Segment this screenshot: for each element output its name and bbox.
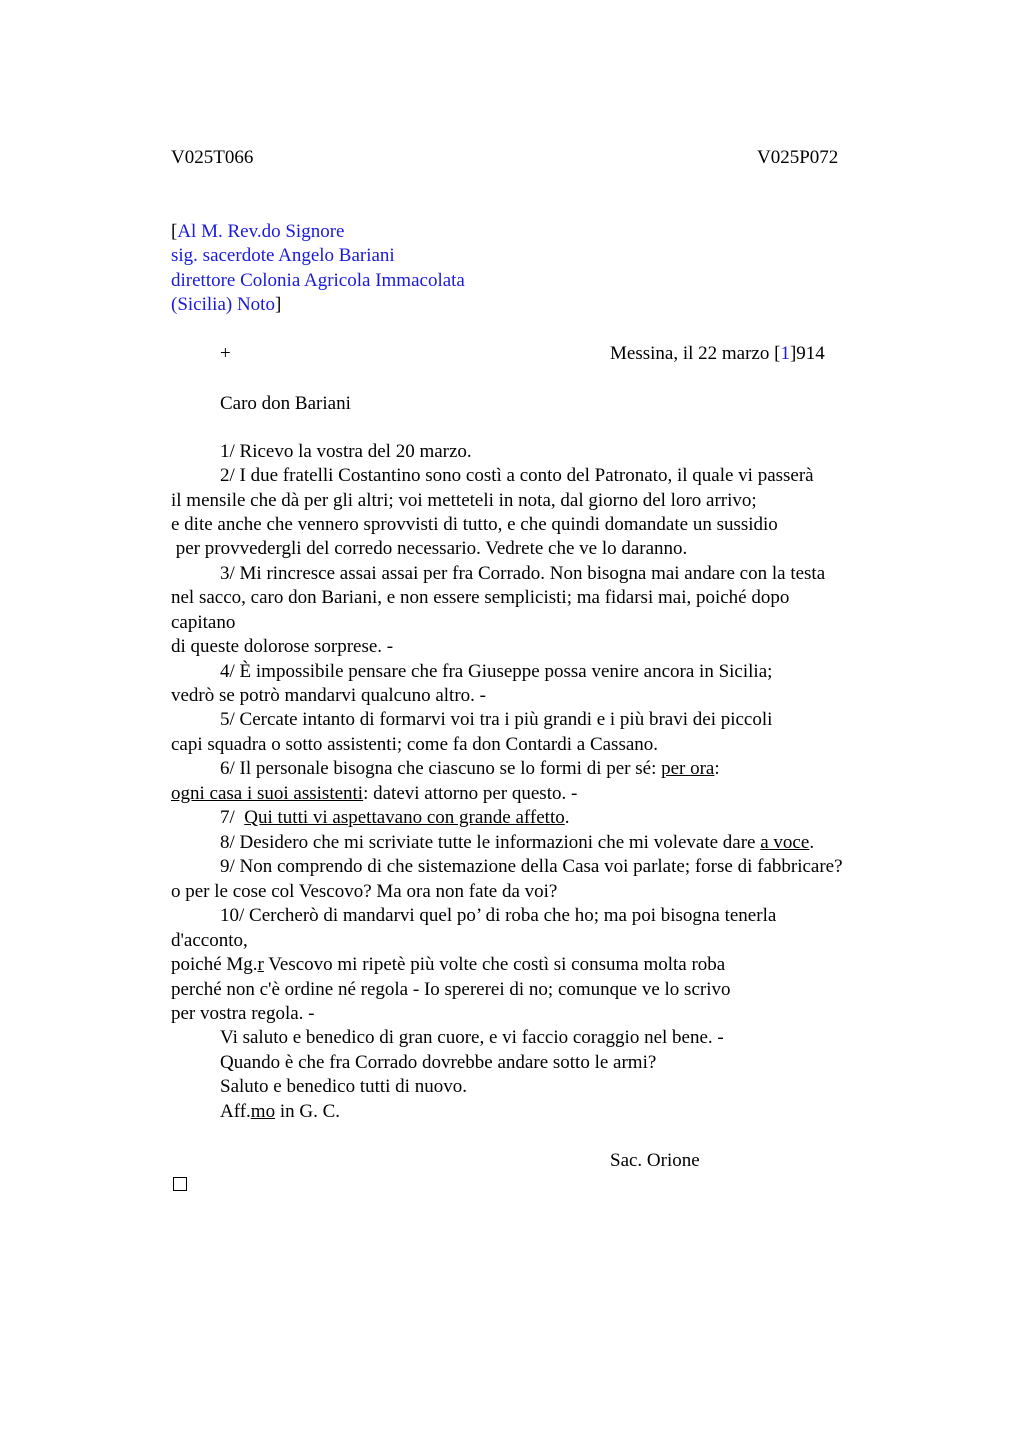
- body-text: 6/ Il personale bisogna che ciascuno se lo formi di per sé:: [220, 758, 662, 779]
- body-line: il mensile che dà per gli altri; voi metteteli in nota, dal giorno del loro arrivo;: [171, 490, 757, 511]
- underlined-text: ogni casa i suoi assistenti: [171, 783, 364, 804]
- year-digit: 1: [780, 343, 790, 364]
- body-line: [220, 806, 569, 830]
- body-line: [220, 1100, 340, 1124]
- body-line: di queste dolorose sorprese. -: [171, 636, 394, 657]
- body-text: in G. C.: [275, 1101, 341, 1122]
- body-line: 9/ Non comprendo di che sistemazione della Casa voi parlate; forse di fabbricare?: [220, 856, 843, 877]
- body-line: Vi saluto e benedico di gran cuore, e vi faccio coraggio nel bene. -: [220, 1027, 724, 1048]
- body-line: o per le cose col Vescovo? Ma ora non fate da voi?: [171, 881, 558, 902]
- bracket-close: ]: [789, 343, 797, 364]
- cross-symbol: +: [220, 343, 231, 364]
- underlined-text: r: [257, 954, 264, 975]
- address-text: Al M. Rev.do Signore: [177, 221, 345, 242]
- body-line: perché non c'è ordine né regola - Io spererei di no; comunque ve lo scrivo: [171, 979, 731, 1000]
- body-line: 2/ I due fratelli Costantino sono costì a conto del Patronato, il quale vi passerà: [220, 465, 814, 486]
- bracket-open: [: [774, 343, 781, 364]
- bracket-open: [: [171, 221, 178, 242]
- body-line: capitano: [171, 612, 236, 633]
- body-line: d'acconto,: [171, 930, 248, 951]
- body-line: e dite anche che vennero sprovvisti di tutto, e che quindi domandate un sussidio: [171, 514, 778, 535]
- body-line: per provvedergli del corredo necessario. Vedrete che ve lo daranno.: [171, 538, 688, 559]
- body-line: per vostra regola. -: [171, 1003, 315, 1024]
- body-text: poiché Mg.: [171, 954, 258, 975]
- body-line: capi squadra o sotto assistenti; come fa don Contardi a Cassano.: [171, 734, 659, 755]
- body-line: [171, 953, 725, 977]
- address-line: [171, 293, 281, 317]
- body-text: .: [809, 832, 815, 853]
- square-mark-icon: [173, 1177, 187, 1191]
- body-line: Quando è che fra Corrado dovrebbe andare sotto le armi?: [220, 1052, 657, 1073]
- body-text: 8/ Desidero che mi scriviate tutte le informazioni che mi volevate dare: [220, 832, 761, 853]
- header-left-code: V025T066: [171, 147, 254, 168]
- body-line: Saluto e benedico tutti di nuovo.: [220, 1076, 467, 1097]
- underlined-text: mo: [250, 1101, 276, 1122]
- underlined-text: per ora: [661, 758, 715, 779]
- body-text: 7/: [220, 807, 245, 828]
- body-line: [220, 831, 814, 855]
- body-line: [220, 757, 720, 781]
- body-line: 4/ È impossibile pensare che fra Giuseppe possa venire ancora in Sicilia;: [220, 661, 773, 682]
- address-text: (Sicilia) Noto: [171, 294, 275, 315]
- body-text: :: [714, 758, 720, 779]
- body-line: 5/ Cercate intanto di formarvi voi tra i più grandi e i più bravi dei piccoli: [220, 709, 773, 730]
- header-right-code: V025P072: [757, 147, 839, 168]
- underlined-text: a voce: [760, 832, 810, 853]
- body-line: nel sacco, caro don Bariani, e non essere semplicisti; ma fidarsi mai, poiché dopo: [171, 587, 790, 608]
- salutation: Caro don Bariani: [220, 393, 351, 414]
- body-line: 10/ Cercherò di mandarvi quel po’ di roba che ho; ma poi bisogna tenerla: [220, 905, 777, 926]
- body-text: Aff.: [220, 1101, 251, 1122]
- body-text: .: [564, 807, 570, 828]
- body-text: Vescovo mi ripetè più volte che costì si consuma molta roba: [263, 954, 726, 975]
- body-line: vedrò se potrò mandarvi qualcuno altro. -: [171, 685, 486, 706]
- body-line: 3/ Mi rincresce assai assai per fra Corrado. Non bisogna mai andare con la testa: [220, 563, 826, 584]
- dateline: [610, 342, 825, 366]
- address-line: [171, 220, 344, 244]
- body-line: [171, 782, 577, 806]
- body-line: 1/ Ricevo la vostra del 20 marzo.: [220, 441, 472, 462]
- year-rest: 914: [796, 343, 825, 364]
- address-line: sig. sacerdote Angelo Bariani: [171, 245, 395, 266]
- underlined-text: Qui tutti vi aspettavano con grande affetto: [244, 807, 565, 828]
- bracket-close: ]: [274, 294, 282, 315]
- date-text: Messina, il 22 marzo: [610, 343, 775, 364]
- signature: Sac. Orione: [610, 1150, 700, 1171]
- body-text: : datevi attorno per questo. -: [363, 783, 578, 804]
- address-line: direttore Colonia Agricola Immacolata: [171, 270, 465, 291]
